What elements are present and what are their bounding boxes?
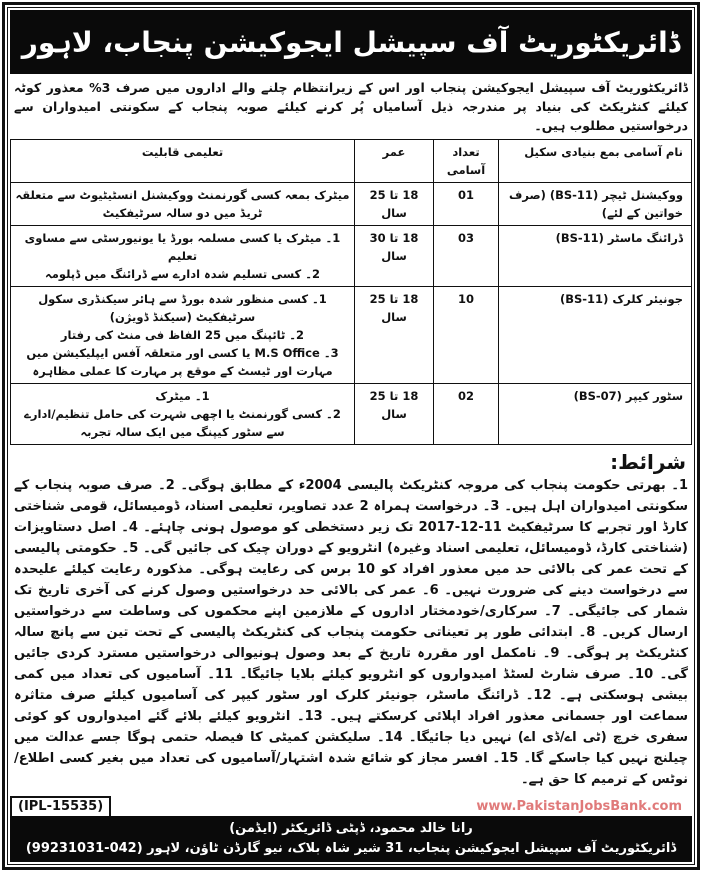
post-count: 03	[434, 226, 499, 287]
conditions-text: 1۔ بھرتی حکومت پنجاب کی مروجہ کنٹریکٹ پالیسی 2004ء کے مطابق ہوگی۔ 2۔ صرف صوبہ پنجاب کے سکونتی امیدواران اہل ہیں۔ 3۔ درخواست ہمراہ 2 عدد تصاویر، تعلیمی اسناد، ڈومیسائل، قومی شناختی کارڈ اور تجربے کا سرٹیفکیٹ 11-12-2017 تک زیر دستخطی کو موصول ہونی چاہئے۔ 4۔ اصل دستاویزات (شناختی کارڈ، ڈومیسائل، تعلیمی اسناد وغیرہ) انٹرویو کے دوران چیک کی جائیں گی۔ 5۔ حکومتی پالیسی کے تحت عمر کی بالائی حد میں معذور افراد کو 10 برس کی رعایت ہوگی۔ مذکورہ رعایت کیلئے علیحدہ سے درخواست دینے کی ضرورت نہیں۔ 6۔ عمر کی بالائی حد درخواستیں وصول کرنے کی آخری تاریخ تک شمار کی جائیگی۔ 7۔ سرکاری/خودمختار اداروں کے ملازمین اپنے محکموں کی وساطت سے درخواستیں ارسال کریں۔ 8۔ ابتدائی طور پر تعیناتی حکومت پنجاب کی کنٹریکٹ پالیسی کے تحت تین سے پانچ سالہ کنٹریکٹ پر ہوگی۔ 9۔ نامکمل اور مقررہ تاریخ کے بعد وصول ہونیوالی درخواستیں مسترد کردی جائیں گی۔ 10۔ صرف شارٹ لسٹڈ امیدواروں کو انٹرویو کیلئے بلایا جائیگا۔ 11۔ آسامیوں کی تعداد میں کمی بیشی ہوسکتی ہے۔ 12۔ ڈرائنگ ماسٹر، جونیئر کلرک اور سٹور کیپر کی آسامیوں کیلئے صرف متاثرہ سماعت اور جسمانی معذور افراد اپلائی کرسکتے ہیں۔ 13۔ انٹرویو کیلئے بلائے گئے امیدواروں کو کوئی سفری خرچ (ٹی اے/ڈی اے) نہیں دیا جائیگا۔ 14۔ سلیکشن کمیٹی کا فیصلہ حتمی ہوگا جسے عدالت میں چیلنج نہیں کیا جاسکے گا۔ 15۔ افسر مجاز کو شائع شدہ اشتہار/آسامیوں کی تعداد میں بغیر کسی اطلاع/نوٹس کے ترمیم کا حق ہے۔	[14, 478, 689, 787]
header-age: عمر	[355, 140, 434, 183]
post-name: ڈرائنگ ماسٹر (BS-11)	[499, 226, 692, 287]
table-row	[11, 183, 692, 226]
post-qualification	[11, 183, 355, 226]
qualification-line: 1۔ میٹرک	[155, 389, 210, 403]
header-post: نام آسامی بمع بنیادی سکیل	[499, 140, 692, 183]
qualification-line: 2۔ کسی گورنمنٹ یا اچھی شہرت کی حامل تنظیم/ادارے سے سٹور کیپنگ میں ایک سالہ تجربہ	[24, 407, 341, 439]
table-row	[11, 226, 692, 287]
ad-title: ڈائریکٹوریٹ آف سپیشل ایجوکیشن پنجاب، لاہور	[21, 25, 681, 59]
post-qualification	[11, 226, 355, 287]
post-qualification	[11, 287, 355, 384]
post-name: سٹور کیپر (BS-07)	[499, 384, 692, 445]
post-name: ووکیشنل ٹیچر (BS-11) (صرف خواتین کے لئے)	[499, 183, 692, 226]
table-row	[11, 287, 692, 384]
signatory: رانا خالد محمود، ڈپٹی ڈائریکٹر (ایڈمن)	[229, 821, 473, 836]
table-header-row	[11, 140, 692, 183]
footer-tag-row	[10, 796, 692, 816]
qualification-line: 2۔ ٹائپنگ میں 25 الفاظ فی منٹ کی رفتار	[60, 328, 305, 342]
post-age: 18 تا 25 سال	[355, 384, 434, 445]
post-age: 18 تا 25 سال	[355, 183, 434, 226]
qualification-line: میٹرک بمعہ کسی گورنمنٹ ووکیشنل انسٹیٹیوٹ سے متعلقہ ٹریڈ میں دو سالہ سرٹیفکیٹ	[15, 188, 350, 220]
post-age: 18 تا 25 سال	[355, 287, 434, 384]
qualification-line: 3۔ M.S Office یا کسی اور متعلقہ آفس ایپلیکیشن میں مہارت اور ٹیسٹ کے موقع پر مہارت کا عملی مظاہرہ	[26, 346, 339, 378]
post-name: جونیئر کلرک (BS-11)	[499, 287, 692, 384]
intro-text: ڈائریکٹوریٹ آف سپیشل ایجوکیشن پنجاب اور اس کے زیرانتظام چلنے والے اداروں میں صرف 3% معذور کوٹہ کیلئے کنٹریکٹ کی بنیاد پر مندرجہ ذیل آسامیاں پُر کرنے کیلئے صوبہ پنجاب کے سکونتی امیدواران سے درخواستیں مطلوب ہیں۔	[14, 80, 688, 133]
ad-inner-border	[7, 7, 695, 865]
ad-footer	[10, 816, 692, 862]
table-row	[11, 384, 692, 445]
post-age: 18 تا 30 سال	[355, 226, 434, 287]
contact-address: ڈائریکٹوریٹ آف سپیشل ایجوکیشن پنجاب، 31 شیر شاہ بلاک، نیو گارڈن ٹاؤن، لاہور (042-99231031)	[25, 841, 677, 856]
header-qualification: تعلیمی قابلیت	[11, 140, 355, 183]
qualification-line: 1۔ کسی منظور شدہ بورڈ سے ہائر سیکنڈری سکول سرٹیفکیٹ (سیکنڈ ڈویژن)	[38, 292, 327, 324]
watermark: www.PakistanJobsBank.com	[476, 799, 682, 814]
ad-border	[2, 2, 700, 870]
vacancy-table	[10, 139, 692, 445]
post-count: 02	[434, 384, 499, 445]
post-qualification	[11, 384, 355, 445]
qualification-line: 2۔ کسی تسلیم شدہ ادارے سے ڈرائنگ میں ڈپلومہ	[45, 267, 320, 281]
ad-header	[10, 10, 692, 74]
ipl-number: (IPL-15535)	[10, 796, 111, 816]
header-count: تعداد آسامی	[434, 140, 499, 183]
qualification-line: 1۔ میٹرک یا کسی مسلمہ بورڈ یا یونیورسٹی سے مساوی تعلیم	[24, 231, 341, 263]
conditions-title: شرائط:	[610, 450, 686, 474]
post-count: 10	[434, 287, 499, 384]
post-count: 01	[434, 183, 499, 226]
